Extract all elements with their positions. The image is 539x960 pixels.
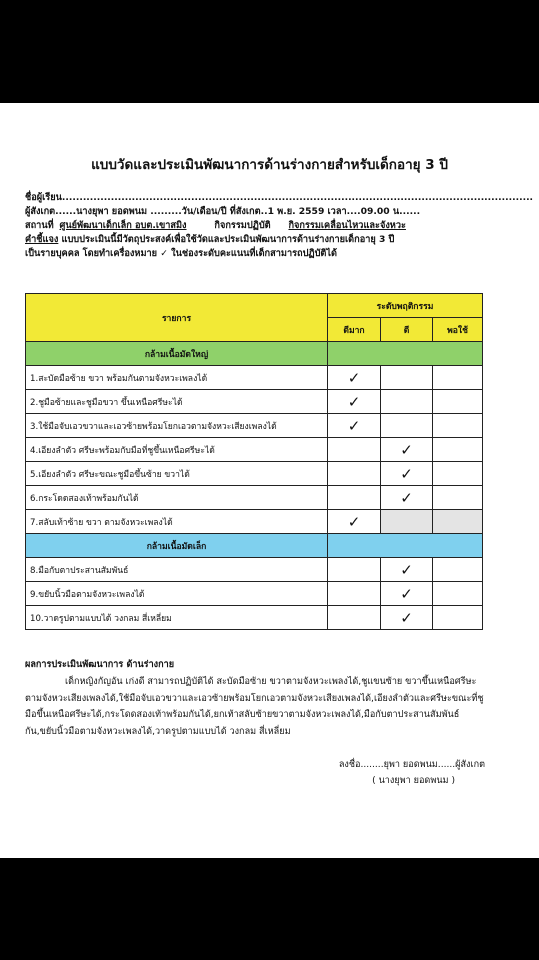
summary-heading: ผลการประเมินพัฒนาการ ด้านร่างกาย xyxy=(25,660,175,670)
row-item: 9.ขยับนิ้วมือตามจังหวะเพลงได้ xyxy=(26,582,328,606)
table-row xyxy=(26,486,483,510)
table-row xyxy=(26,414,483,438)
activity-label: กิจกรรมปฏิบัติ xyxy=(214,220,271,231)
check-mark-icon: ✓ xyxy=(381,582,433,606)
level-column-header: ระดับพฤติกรรม xyxy=(328,294,483,318)
check-mark-icon: ✓ xyxy=(328,390,381,414)
item-column-header: รายการ xyxy=(26,294,328,342)
table-row xyxy=(26,390,483,414)
assessment-summary xyxy=(25,657,487,741)
signature-name: ( นางยุพา ยอดพนม ) xyxy=(372,776,455,786)
row-item: 6.กระโดดสองเท้าพร้อมกันได้ xyxy=(26,486,328,510)
check-mark-icon: ✓ xyxy=(328,366,381,390)
check-mark-icon: ✓ xyxy=(328,414,381,438)
section-gross-motor: กล้ามเนื้อมัดใหญ่ xyxy=(26,342,328,366)
document-page xyxy=(0,103,539,858)
table-row xyxy=(26,606,483,630)
row-item: 7.สลับเท้าซ้าย ขวา ตามจังหวะเพลงได้ xyxy=(26,510,328,534)
student-name-line: ชื่อผู้เรียน....................................................................................................................................... xyxy=(25,192,534,203)
row-item: 3.ใช้มือจับเอวขวาและเอวซ้ายพร้อมโยกเอวตามจังหวะเสียงเพลงได้ xyxy=(26,414,328,438)
check-mark-icon: ✓ xyxy=(381,558,433,582)
evaluation-table xyxy=(25,293,483,630)
table-row xyxy=(26,438,483,462)
check-mark-icon: ✓ xyxy=(381,462,433,486)
table-row xyxy=(26,462,483,486)
table-row xyxy=(26,582,483,606)
row-item: 2.ชูมือซ้ายและชูมือขวา ขึ้นเหนือศรีษะได้ xyxy=(26,390,328,414)
explanation-line: คำชี้แจง แบบประเมินนี้มีวัตถุประสงค์เพื่อใช้วัดและประเมินพัฒนาการด้านร่างกายเด็กอายุ 3 ปี xyxy=(25,234,395,245)
row-item: 10.วาดรูปตามแบบได้ วงกลม สี่เหลี่ยม xyxy=(26,606,328,630)
level-header-good: ดี xyxy=(381,318,433,342)
explanation-label: คำชี้แจง xyxy=(25,234,59,245)
level-header-fair: พอใช้ xyxy=(433,318,483,342)
row-item: 5.เอียงลำตัว ศรีษะขณะชูมือขึ้นซ้าย ขวาได้ xyxy=(26,462,328,486)
check-mark-icon: ✓ xyxy=(381,438,433,462)
place-activity-line xyxy=(25,219,495,233)
summary-body: เด็กหญิงกัญอัน เก่งดี สามารถปฏิบัติได้ สะบัดมือซ้าย ขวาตามจังหวะเพลงได้,ชูแขนซ้าย ขวาขึ้นเหนือศรีษะตามจังหวะเสียงเพลงได้,ใช้มือจับเอวขวาและเอวซ้ายพร้อมโยกเอวตามจังหวะเสียงเพลงได้,เอียงลำตัวและศรีษะขณะที่ชูมือขึ้นเหนือศรีษะได้,กระโดดสองเท้าพร้อมกันได้,ยกเท้าสลับซ้ายขวาตามจังหวะเพลงได้,มือกับตาประสานสัมพันธ์กัน,ขยับนิ้วมือตามจังหวะเพลงได้,วาดรูปตามแบบได้ วงกลม สี่เหลี่ยม xyxy=(25,676,484,738)
explanation-line-2: เป็นรายบุคคล โดยทำเครื่องหมาย ✓ ในช่องระดับคะแนนที่เด็กสามารถปฏิบัติได้ xyxy=(25,248,337,259)
row-item: 1.สะบัดมือซ้าย ขวา พร้อมกันตามจังหวะเพลงได้ xyxy=(26,366,328,390)
activity-value: กิจกรรมเคลื่อนไหวและจังหวะ xyxy=(288,220,406,231)
page-title: แบบวัดและประเมินพัฒนาการด้านร่างกายสำหรับเด็กอายุ 3 ปี xyxy=(91,157,448,173)
signature-line: ลงชื่อ........ยุพา ยอดพนม......ผู้สังเกต xyxy=(338,760,485,770)
row-item: 8.มือกับตาประสานสัมพันธ์ xyxy=(26,558,328,582)
table-row xyxy=(26,558,483,582)
check-mark-icon: ✓ xyxy=(381,606,433,630)
table-row xyxy=(26,510,483,534)
section-fine-motor: กล้ามเนื้อมัดเล็ก xyxy=(26,534,328,558)
observer-line: ผู้สังเกต......นางยุพา ยอดพนม .........วัน/เดือน/ปี ที่สังเกต..1 พ.ย. 2559 เวลา....09.00 น...... xyxy=(25,206,421,217)
signature-block xyxy=(300,757,485,789)
check-mark-icon: ✓ xyxy=(328,510,381,534)
place-value: ศูนย์พัฒนาเด็กเล็ก อบต.เขาสมิง xyxy=(59,220,187,231)
check-mark-icon: ✓ xyxy=(381,486,433,510)
table-row xyxy=(26,366,483,390)
row-item: 4.เอียงลำตัว ศรีษะพร้อมกับมือที่ชูขึ้นเหนือศรีษะได้ xyxy=(26,438,328,462)
level-header-very-good: ดีมาก xyxy=(328,318,381,342)
place-label: สถานที่ xyxy=(25,220,54,231)
